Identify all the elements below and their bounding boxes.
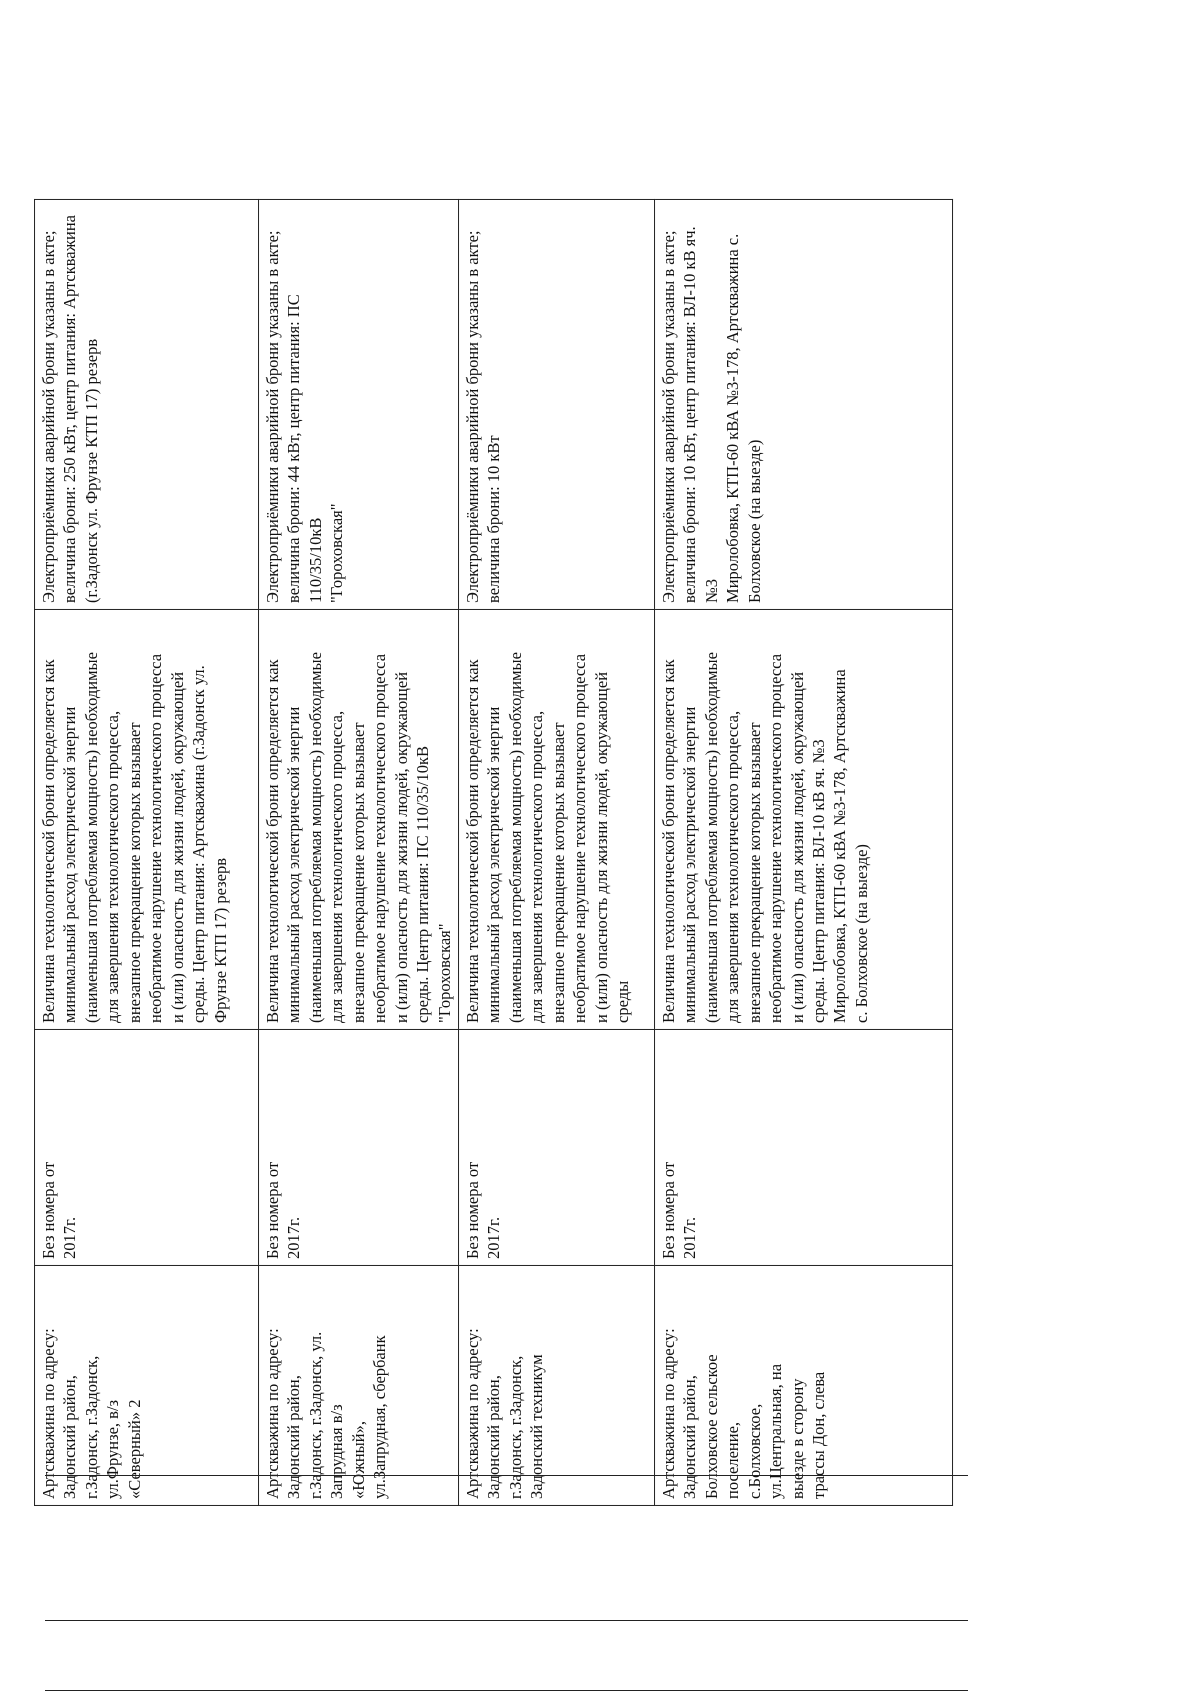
- emergency-reserve-cell: Электроприёмники аварийной брони указаны в акте; величина брони: 44 кВт, центр питания: ПС 110/35/10кВ "Гороховская": [259, 199, 459, 609]
- table-row: [458, 199, 654, 1505]
- object-address-cell: Артскважина по адресу: Задонский район, г.Задонск, г.Задонск, Задонский техникум: [458, 1265, 654, 1505]
- object-address-cell: Артскважина по адресу: Задонский район, г.Задонск, г.Задонск, ул. Запрудная в/з «Южный», ул.Запрудная, сбербанк: [259, 1265, 459, 1505]
- horizontal-rule: [45, 1690, 968, 1691]
- table-row: [654, 199, 952, 1505]
- technological-reserve-cell: Величина технологической брони определяется как минимальный расход электрической энергии (наименьшая потребляемая мощность) необходимые для завершения технологического процесса, внезапное прекращение которых вызывает необратимое нарушение технологического процесса и (или) опасность для жизни людей, окружающей среды. Центр питания: Артскважина (г.Задонск ул. Фрунзе КТП 17) резерв: [35, 609, 259, 1029]
- reservation-table: [34, 199, 953, 1506]
- act-date-cell: Без номера от 2017г.: [654, 1029, 952, 1265]
- act-date-cell: Без номера от 2017г.: [458, 1029, 654, 1265]
- table-row: [259, 199, 459, 1505]
- technological-reserve-cell: Величина технологической брони определяется как минимальный расход электрической энергии (наименьшая потребляемая мощность) необходимые для завершения технологического процесса, внезапное прекращение которых вызывает необратимое нарушение технологического процесса и (или) опасность для жизни людей, окружающей среды. Центр питания: ВЛ-10 кВ яч. №3 Миролобовка, КТП-60 кВА №3-178, Артскважина с. Болховское (на выезде): [654, 609, 952, 1029]
- act-date-cell: Без номера от 2017г.: [35, 1029, 259, 1265]
- act-date-cell: Без номера от 2017г.: [259, 1029, 459, 1265]
- object-address-cell: Артскважина по адресу: Задонский район, г.Задонск, г.Задонск, ул.Фрунзе, в/з «Северный» 2: [35, 1265, 259, 1505]
- table-row: [35, 199, 259, 1505]
- technological-reserve-cell: Величина технологической брони определяется как минимальный расход электрической энергии (наименьшая потребляемая мощность) необходимые для завершения технологического процесса, внезапное прекращение которых вызывает необратимое нарушение технологического процесса и (или) опасность для жизни людей, окружающей среды: [458, 609, 654, 1029]
- object-address-cell: Артскважина по адресу: Задонский район, Болховское сельское поселение, с.Болховское, ул.Центральная, на выезде в сторону трассы Дон, слева: [654, 1265, 952, 1505]
- technological-reserve-cell: Величина технологической брони определяется как минимальный расход электрической энергии (наименьшая потребляемая мощность) необходимые для завершения технологического процесса, внезапное прекращение которых вызывает необратимое нарушение технологического процесса и (или) опасность для жизни людей, окружающей среды. Центр питания: ПС 110/35/10кВ "Гороховская": [259, 609, 459, 1029]
- emergency-reserve-cell: Электроприёмники аварийной брони указаны в акте; величина брони: 10 кВт: [458, 199, 654, 609]
- horizontal-rule: [45, 1475, 968, 1476]
- horizontal-rule: [45, 1620, 968, 1621]
- emergency-reserve-cell: Электроприёмники аварийной брони указаны в акте; величина брони: 250 кВт, центр питания: Артскважина (г.Задонск ул. Фрунзе КТП 17) резерв: [35, 199, 259, 609]
- emergency-reserve-cell: Электроприёмники аварийной брони указаны в акте; величина брони: 10 кВт, центр питания: ВЛ-10 кВ яч. №3 Миролобовка, КТП-60 кВА №3-178, Артскважина с. Болховское (на выезде): [654, 199, 952, 609]
